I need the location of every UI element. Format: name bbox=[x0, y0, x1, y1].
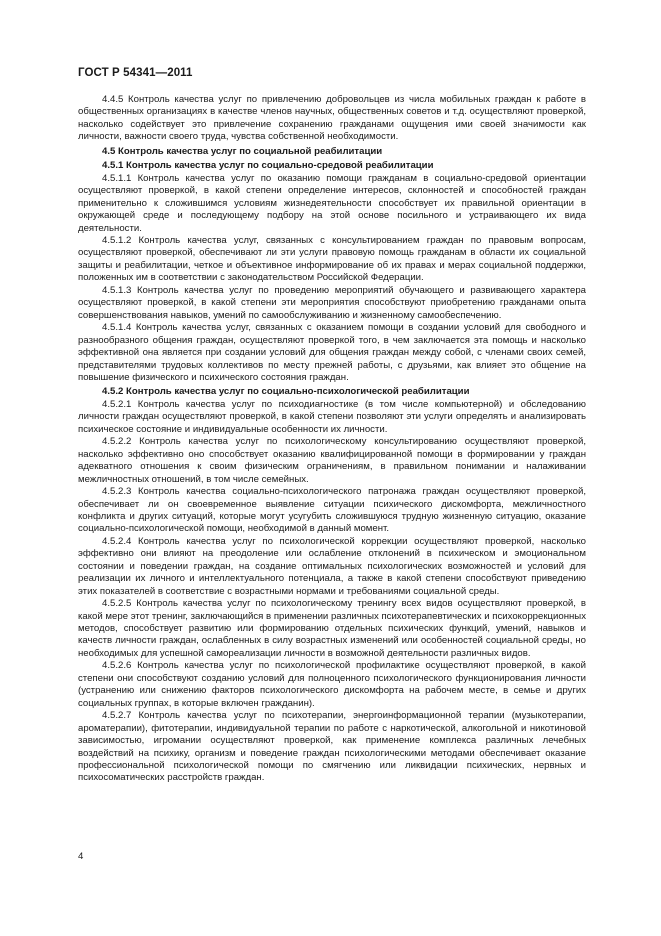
section-heading: 4.5 Контроль качества услуг по социальной реабилитации bbox=[102, 145, 383, 157]
paragraph: 4.5.1.2 Контроль качества услуг, связанных с консультированием граждан по правовым вопросам, осуществляют проверкой, обеспечивают ли эти услуги правовую помощь гражданам в области их социальной защиты и реабилитации, четкое и объективное информирование об их правах и мерах социальной поддержки, положенных им в соответствии с законодательством Российской Федерации. bbox=[78, 234, 586, 284]
paragraph: 4.5.2.1 Контроль качества услуг по психодиагностике (в том числе компьютерной) и обследованию личности граждан осуществляют проверкой, в какой степени позволяют эти услуги определять и анализировать психическое состояние и индивидуальные особенности их личности. bbox=[78, 398, 586, 435]
document-header: ГОСТ Р 54341—2011 bbox=[78, 67, 193, 79]
paragraph: 4.5.2.4 Контроль качества услуг по психологической коррекции осуществляют проверкой, насколько эффективно они влияют на преодоление или ослабление отклонений в психическом и эмоциональном состоянии и поведении граждан, на создание оптимальных психологических возможностей и условий для реализации их личного и интеллектуального потенциала, а также в какой степени способствуют приведению этих показателей в соответствие с возрастными нормами и требованиями социальной среды. bbox=[78, 535, 586, 597]
paragraph: 4.5.2.2 Контроль качества услуг по психологическому консультированию осуществляют проверкой, насколько эффективно оно способствует оказанию квалифицированной помощи в формировании у граждан адекватного отношения к своим физическим ограничениям, в правильном понимании и налаживании межличностных отношений, в том числе семейных. bbox=[78, 436, 586, 485]
document-body bbox=[78, 94, 586, 785]
paragraph: 4.5.2.6 Контроль качества услуг по психологической профилактике осуществляют проверкой, в какой степени они способствуют созданию условий для полноценного психологического функционирования личности (устранению или снижению факторов психологического дискомфорта на рабочем месте, в семье и других социальных группах, в которые включен гражданин). bbox=[78, 660, 586, 709]
page-number: 4 bbox=[78, 851, 84, 862]
section-heading: 4.5.1 Контроль качества услуг по социально-средовой реабилитации bbox=[102, 160, 434, 172]
paragraph: 4.5.2.7 Контроль качества услуг по психотерапии, энергоинформационной терапии (музыкотерапии, ароматерапии), фитотерапии, индивидуальной терапии по работе с наркотической, алкогольной и никотиновой зависимостью, игромании осуществляют проверкой, как применение комплекса различных лечебных воздействий на психику, организм и поведение граждан психологическими методами обеспечивает оказание профессиональной психологической помощи по смягчению или ликвидации психических, нервных и психосоматических расстройств граждан. bbox=[78, 710, 586, 784]
paragraph: 4.4.5 Контроль качества услуг по привлечению добровольцев из числа мобильных граждан к работе в общественных организациях в качестве членов научных, общественных советов и т.д. осуществляют проверкой, насколько содействует это привлечение сохранению гражданами ощущения ими своей значимости как личности, важности своего труда, чувства собственной необходимости. bbox=[78, 94, 586, 143]
section-heading: 4.5.2 Контроль качества услуг по социально-психологической реабилитации bbox=[102, 386, 470, 398]
paragraph: 4.5.1.3 Контроль качества услуг по проведению мероприятий обучающего и развивающего характера осуществляют проверкой, в какой степени эти мероприятия способствуют приобретению гражданами опыта совершенствования навыков, умений по самообслуживанию и жизненному самообеспечению. bbox=[78, 284, 586, 321]
paragraph: 4.5.1.1 Контроль качества услуг по оказанию помощи гражданам в социально-средовой ориентации осуществляют проверкой, в какой степени определение интересов, склонностей и способностей граждан применительно к сложившимся условиям жизнедеятельности способствует их правильной ориентации в окружающей среде и последующему подбору на этой основе посильного и устраивающего их вида деятельности. bbox=[78, 172, 586, 234]
paragraph: 4.5.2.3 Контроль качества социально-психологического патронажа граждан осуществляют проверкой, обеспечивает ли он своевременное выявление ситуации психического дискомфорта, межличностного конфликта и других ситуаций, которые могут усугубить сложившуюся трудную жизненную ситуацию, оказание социально-психологической помощи, необходимой в данный момент. bbox=[78, 486, 586, 535]
paragraph: 4.5.2.5 Контроль качества услуг по психологическому тренингу всех видов осуществляют проверкой, в какой мере этот тренинг, заключающийся в применении различных психотерапевтических и психокоррекционных методов, способствует развитию или формированию отдельных психических функций, умений, навыков и качеств личности граждан, ослабленных в силу возрастных изменений или особенностей социальной среды, но необходимых для успешной самореализации личности в возможной деятельности различных видов. bbox=[78, 598, 586, 659]
paragraph: 4.5.1.4 Контроль качества услуг, связанных с оказанием помощи в создании условий для свободного и разнообразного общения граждан, осуществляют проверкой того, в чем заключается эта помощь и насколько эффективной она является при создании условий для общения граждан между собой, с членами своих семей, представителями трудовых коллективов по месту прежней работы, с друзьями, как влияет это общение на повышение физического и психического состояния граждан. bbox=[78, 322, 586, 383]
